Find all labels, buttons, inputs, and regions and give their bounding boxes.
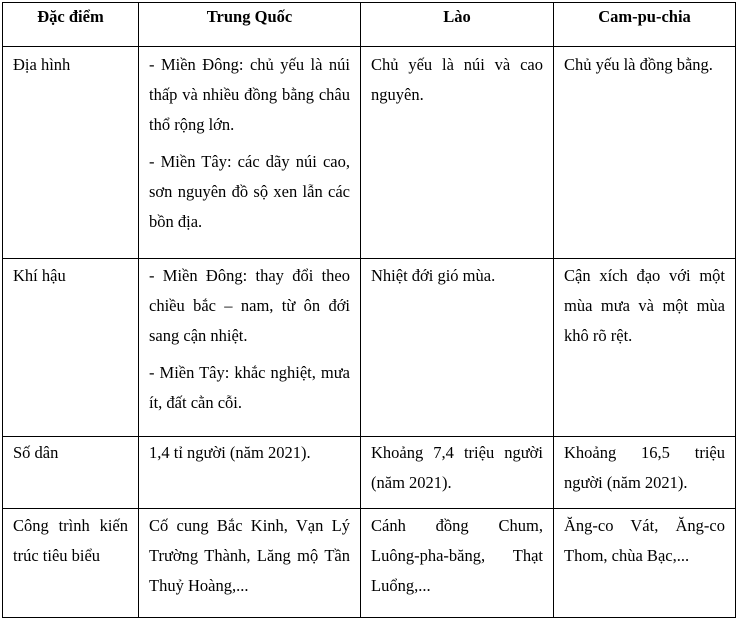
table-row-population — [3, 437, 736, 509]
header-row — [3, 3, 736, 47]
cell-paragraph: - Miền Tây: khắc nghiệt, mưa ít, đất cằn cỗi. — [149, 363, 350, 412]
row-label: Số dân — [3, 437, 139, 509]
cell-paragraph: Chủ yếu là đồng bằng. — [564, 55, 713, 74]
cell-paragraph: Khoảng 7,4 triệu người (năm 2021). — [371, 443, 543, 492]
cell-paragraph: Cận xích đạo với một mùa mưa và một mùa khô rõ rệt. — [564, 266, 725, 345]
cell-china — [139, 437, 361, 509]
cell-laos — [361, 437, 554, 509]
cell-paragraph: Nhiệt đới gió mùa. — [371, 266, 496, 285]
cell-laos — [361, 47, 554, 259]
table-row-architecture — [3, 509, 736, 618]
header-china: Trung Quốc — [139, 3, 361, 47]
cell-paragraph: 1,4 tỉ người (năm 2021). — [149, 443, 311, 462]
table-row-climate — [3, 259, 736, 437]
row-label — [3, 509, 139, 618]
table-row-terrain — [3, 47, 736, 259]
cell-paragraph: - Miền Tây: các dãy núi cao, sơn nguyên đồ sộ xen lẫn các bồn địa. — [149, 152, 350, 231]
cell-china — [139, 259, 361, 437]
row-label: Địa hình — [3, 47, 139, 259]
cell-cambodia — [554, 437, 736, 509]
cell-paragraph: Ăng-co Vát, Ăng-co Thom, chùa Bạc,... — [564, 516, 725, 565]
cell-paragraph: Cố cung Bắc Kinh, Vạn Lý Trường Thành, Lăng mộ Tần Thuỷ Hoàng,... — [149, 516, 350, 595]
header-characteristic: Đặc điểm — [3, 3, 139, 47]
cell-paragraph: Chủ yếu là núi và cao nguyên. — [371, 55, 543, 104]
cell-laos — [361, 509, 554, 618]
cell-paragraph: - Miền Đông: chủ yếu là núi thấp và nhiều đồng bằng châu thổ rộng lớn. — [149, 55, 350, 134]
cell-china — [139, 47, 361, 259]
header-cambodia: Cam-pu-chia — [554, 3, 736, 47]
row-label-text: Công trình kiến trúc tiêu biểu — [13, 516, 128, 565]
cell-paragraph: Khoảng 16,5 triệu người (năm 2021). — [564, 443, 725, 492]
cell-paragraph: Cánh đồng Chum, Luông-pha-băng, Thạt Luổng,... — [371, 516, 543, 595]
row-label: Khí hậu — [3, 259, 139, 437]
cell-cambodia — [554, 259, 736, 437]
cell-cambodia — [554, 509, 736, 618]
header-laos: Lào — [361, 3, 554, 47]
cell-china — [139, 509, 361, 618]
cell-paragraph: - Miền Đông: thay đổi theo chiều bắc – nam, từ ôn đới sang cận nhiệt. — [149, 266, 350, 345]
cell-cambodia — [554, 47, 736, 259]
comparison-table — [2, 2, 736, 618]
cell-laos — [361, 259, 554, 437]
